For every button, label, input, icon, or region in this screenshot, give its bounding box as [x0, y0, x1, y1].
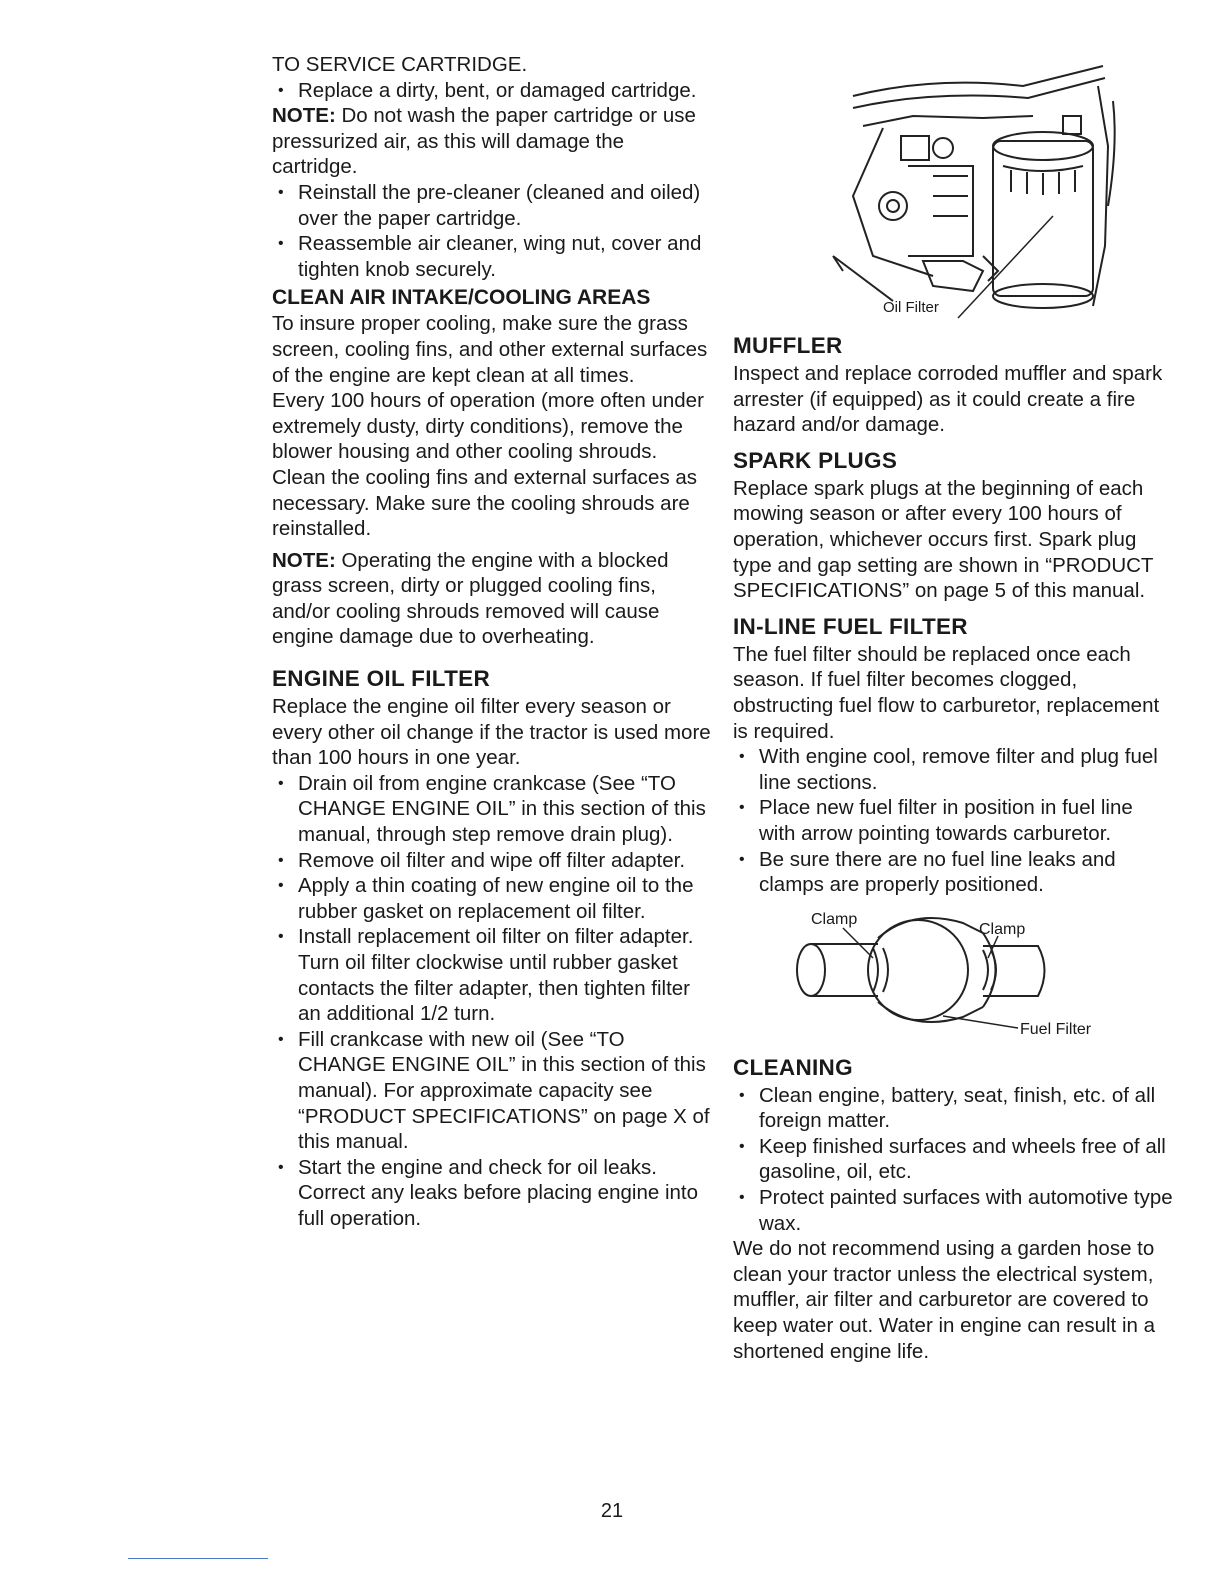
- cleaning-paragraph: We do not recommend using a garden hose to clean your tractor unless the electrical system, muffler, air filter and carburetor are covered to keep water out. Water in engine can result in a shortened engine life.: [733, 1237, 1156, 1363]
- list-item: • Clean engine, battery, seat, finish, etc. of all foreign matter.: [733, 1083, 1173, 1134]
- inline-fuel-filter-heading: IN-LINE FUEL FILTER: [733, 613, 968, 639]
- cleaning-list: [733, 1083, 1173, 1237]
- list-item: • Be sure there are no fuel line leaks and clamps are properly positioned.: [733, 847, 1173, 898]
- oil-filter-steps: [272, 771, 712, 1232]
- right-column: [733, 56, 1173, 1364]
- spark-plugs-paragraph: Replace spark plugs at the beginning of each mowing season or after every 100 hours of operation, whichever occurs first. Spark plug type and gap setting are shown in “PRODUCT SPECIFICATIONS” on page 5 of this manual.: [733, 476, 1154, 603]
- list-item: • Keep finished surfaces and wheels free of all gasoline, oil, etc.: [733, 1134, 1173, 1185]
- muffler-heading: MUFFLER: [733, 333, 843, 358]
- oil-filter-paragraph: Replace the engine oil filter every season or every other oil change if the tractor is used more than 100 hours in one year.: [272, 695, 711, 770]
- note-paragraph-2: [272, 548, 712, 650]
- list-item: • Remove oil filter and wipe off filter adapter.: [272, 848, 712, 874]
- list-item: • Install replacement oil filter on filter adapter. Turn oil filter clockwise until rubber gasket contacts the filter adapter, then tighten filter an additional 1/2 turn.: [272, 924, 712, 1026]
- list-item: • With engine cool, remove filter and plug fuel line sections.: [733, 744, 1173, 795]
- engine-oil-filter-heading: ENGINE OIL FILTER: [272, 666, 491, 692]
- left-column: [272, 52, 712, 1232]
- list-item: • Protect painted surfaces with automotive type wax.: [733, 1185, 1173, 1236]
- note-label: NOTE:: [272, 548, 336, 572]
- list-item: • Apply a thin coating of new engine oil to the rubber gasket on replacement oil filter.: [272, 873, 712, 924]
- clamp-label-right: Clamp: [979, 920, 1026, 938]
- list-item: • Drain oil from engine crankcase (See “TO CHANGE ENGINE OIL” in this section of this manual, through step remove drain plug).: [272, 771, 712, 848]
- fuel-filter-illustration: [733, 898, 1173, 1048]
- list-item: • Start the engine and check for oil leaks. Correct any leaks before placing engine into full operation.: [272, 1155, 712, 1232]
- list-item: • Fill crankcase with new oil (See “TO CHANGE ENGINE OIL” in this section of this manual). For approximate capacity see “PRODUCT SPECIFICATIONS” on page X of this manual.: [272, 1027, 712, 1155]
- service-cartridge-heading: TO SERVICE CARTRIDGE.: [272, 53, 528, 76]
- oil-filter-label: Oil Filter: [883, 299, 939, 316]
- list-item: • Place new fuel filter in position in fuel line with arrow pointing towards carburetor.: [733, 795, 1173, 846]
- service-list-1: [272, 78, 712, 104]
- clean-air-paragraph-1: To insure proper cooling, make sure the grass screen, cooling fins, and other external surfaces of the engine are kept clean at all times.: [272, 312, 708, 387]
- note-text: Operating the engine with a blocked grass screen, dirty or plugged cooling fins, and/or cooling shrouds removed will cause engine damage due to overheating.: [272, 548, 669, 649]
- cleaning-heading: CLEANING: [733, 1054, 853, 1080]
- clamp-label-left: Clamp: [811, 910, 858, 928]
- footer-rule: [128, 1558, 268, 1559]
- spark-plugs-heading: SPARK PLUGS: [733, 447, 898, 473]
- engine-drawing: [833, 66, 1115, 308]
- fuel-filter-steps: [733, 744, 1173, 898]
- fuel-filter-paragraph: The fuel filter should be replaced once each season. If fuel filter becomes clogged, obstructing fuel flow to carburetor, replacement is required.: [733, 642, 1160, 743]
- note-text: Do not wash the paper cartridge or use pressurized air, as this will damage the cartridge.: [272, 104, 696, 179]
- clean-air-heading: CLEAN AIR INTAKE/COOLING AREAS: [272, 286, 651, 310]
- list-item: • Reinstall the pre-cleaner (cleaned and oiled) over the paper cartridge.: [272, 180, 712, 231]
- note-paragraph: [272, 103, 712, 180]
- clean-air-paragraph-2: Every 100 hours of operation (more often under extremely dusty, dirty conditions), remove the blower housing and other cooling shrouds. Clean the cooling fins and external surfaces as necessary. Make sure the cooling shrouds are reinstalled.: [272, 389, 704, 541]
- fuel-filter-label: Fuel Filter: [1020, 1020, 1092, 1038]
- note-label: NOTE:: [272, 104, 336, 128]
- muffler-paragraph: Inspect and replace corroded muffler and spark arrester (if equipped) as it could create a fire hazard and/or damage.: [733, 362, 1163, 437]
- list-item: • Replace a dirty, bent, or damaged cartridge.: [272, 78, 712, 104]
- list-item: • Reassemble air cleaner, wing nut, cover and tighten knob securely.: [272, 231, 712, 282]
- service-list-2: [272, 180, 712, 282]
- page-number: 21: [600, 1500, 624, 1522]
- oil-filter-illustration: [733, 56, 1173, 326]
- fuel-filter-leader-line: [943, 1016, 1018, 1028]
